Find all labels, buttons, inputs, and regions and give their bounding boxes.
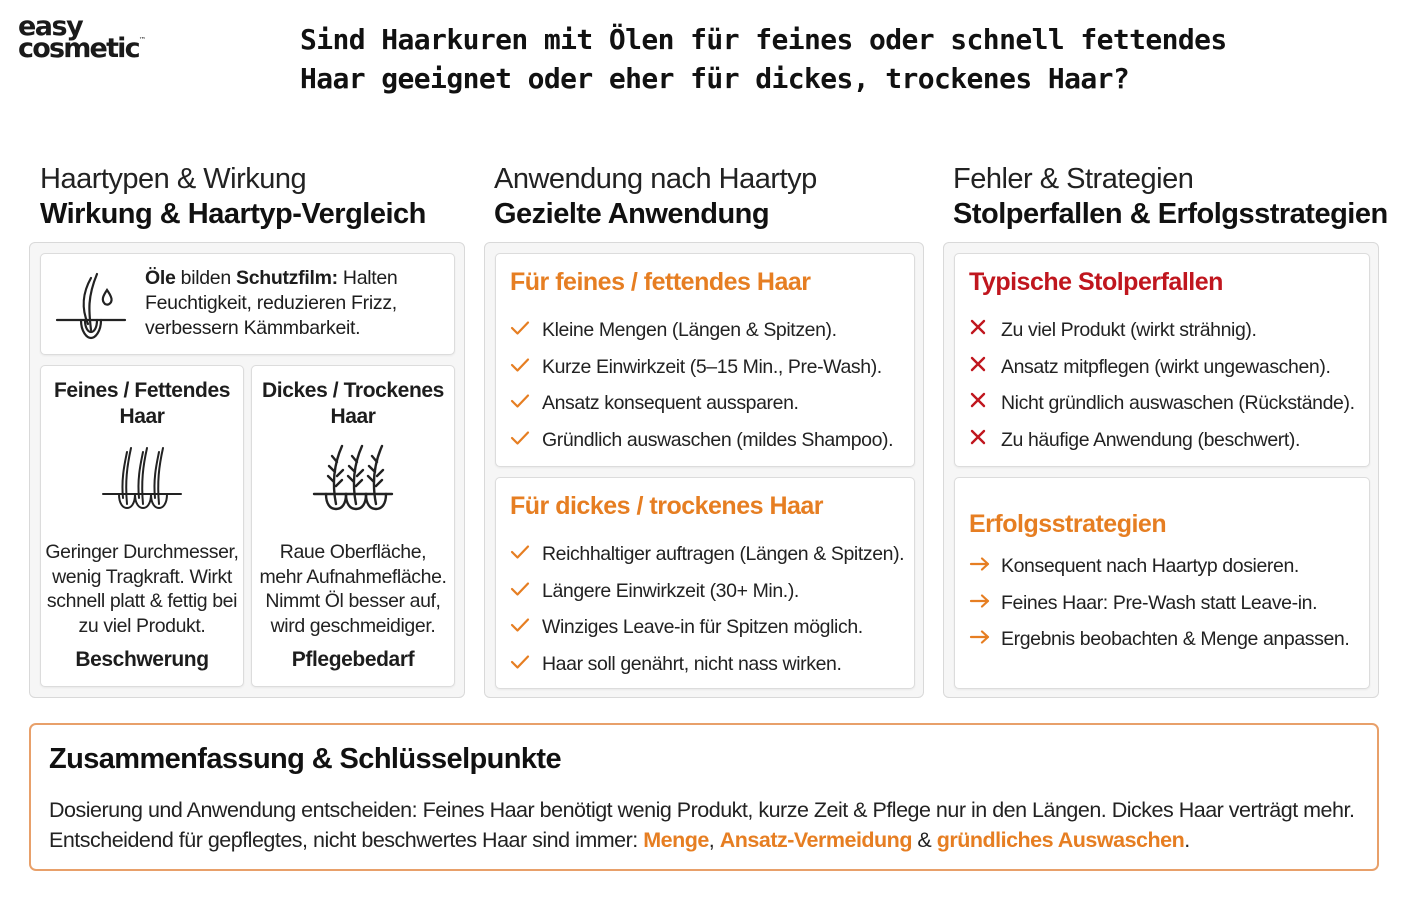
column-title: Gezielte Anwendung (494, 198, 770, 230)
column-subtitle: Anwendung nach Haartyp (494, 163, 817, 195)
strategies-title: Erfolgsstrategien (969, 510, 1167, 538)
logo-line-1: easy (18, 11, 83, 42)
list-item: Ergebnis beobachten & Menge anpassen. (969, 621, 1361, 658)
check-icon (510, 385, 542, 422)
thick-hair-keyword: Pflegebedarf (291, 648, 415, 671)
page-title-line-2: Haar geeignet oder eher für dickes, trockenes Haar? (300, 62, 1130, 95)
list-item: Längere Einwirkzeit (30+ Min.). (510, 573, 906, 610)
highlight-thorough-rinse: gründliches Auswaschen (936, 828, 1185, 852)
apply-thick-title: Für dickes / trockenes Haar (510, 492, 824, 520)
summary-title: Zusammenfassung & Schlüsselpunkte (49, 743, 561, 775)
thick-hair-description: Raue Oberfläche, mehr Aufnahmefläche. Nimmt Öl besser auf, wird geschmeidiger. (259, 541, 447, 637)
column-header-3 (953, 162, 1388, 232)
summary-box (29, 723, 1379, 871)
strategies-card (954, 477, 1370, 689)
fine-hair-description: Geringer Durchmesser, wenig Tragkraft. Wirkt schnell platt & fettig bei zu viel Produkt. (45, 541, 239, 637)
column-header-2 (494, 162, 817, 232)
list-item: Feines Haar: Pre-Wash statt Leave-in. (969, 585, 1361, 622)
check-icon (510, 536, 542, 573)
list-item: Gründlich auswaschen (mildes Shampoo). (510, 422, 906, 459)
pitfalls-list (969, 312, 1361, 459)
arrow-right-icon (969, 621, 1001, 658)
apply-thick-list (510, 536, 906, 683)
list-item: Zu viel Produkt (wirkt strähnig). (969, 312, 1361, 349)
apply-fine-card (495, 253, 915, 467)
highlight-amount: Menge (643, 828, 709, 852)
oil-info-card (40, 253, 455, 355)
list-item: Kurze Einwirkzeit (5–15 Min., Pre-Wash). (510, 349, 906, 386)
check-icon (510, 349, 542, 386)
cross-icon (969, 422, 1001, 459)
thick-hair-card (251, 365, 455, 687)
list-item: Ansatz konsequent aussparen. (510, 385, 906, 422)
column-subtitle: Haartypen & Wirkung (40, 163, 307, 195)
summary-text: Dosierung und Anwendung entscheiden: Feines Haar benötigt wenig Produkt, kurze Zeit & Pflege nur in den Längen. Dickes Haar verträgt mehr. Entscheidend für gepflegtes, nicht beschwertes Haar sind immer: Menge, Ansatz-Vermeidung & gründliches Auswaschen. (49, 798, 1355, 852)
apply-fine-title: Für feines / fettendes Haar (510, 268, 811, 296)
cross-icon (969, 312, 1001, 349)
list-item: Winziges Leave-in für Spitzen möglich. (510, 609, 906, 646)
thick-hair-icon (308, 442, 398, 516)
list-item: Kleine Mengen (Längen & Spitzen). (510, 312, 906, 349)
page-title-line-1: Sind Haarkuren mit Ölen für feines oder schnell fettendes (300, 23, 1227, 56)
apply-thick-card (495, 477, 915, 689)
cross-icon (969, 385, 1001, 422)
fine-hair-card (40, 365, 244, 687)
pitfalls-title: Typische Stolperfallen (969, 268, 1223, 296)
check-icon (510, 646, 542, 683)
highlight-root-avoidance: Ansatz-Vermeidung (719, 828, 912, 852)
fine-hair-keyword: Beschwerung (75, 648, 209, 671)
check-icon (510, 573, 542, 610)
cross-icon (969, 349, 1001, 386)
list-item: Nicht gründlich auswaschen (Rückstände). (969, 385, 1361, 422)
page-title (300, 20, 1300, 98)
arrow-right-icon (969, 548, 1001, 585)
oil-info-text: Öle bilden Schutzfilm: Halten Feuchtigkeit, reduzieren Frizz, verbessern Kämmbarkeit. (145, 267, 398, 339)
panel-application (484, 242, 924, 698)
hair-follicle-drop-icon (55, 268, 127, 342)
thick-hair-title: Dickes / Trockenes Haar (262, 379, 444, 428)
check-icon (510, 312, 542, 349)
check-icon (510, 422, 542, 459)
list-item: Zu häufige Anwendung (beschwert). (969, 422, 1361, 459)
column-title: Stolperfallen & Erfolgsstrategien (953, 198, 1388, 230)
fine-hair-title: Feines / Fettendes Haar (53, 379, 231, 428)
column-subtitle: Fehler & Strategien (953, 163, 1194, 195)
list-item: Reichhaltiger auftragen (Längen & Spitzen). (510, 536, 906, 573)
panel-hair-types (29, 242, 465, 698)
column-title: Wirkung & Haartyp-Vergleich (40, 198, 426, 230)
apply-fine-list (510, 312, 906, 459)
logo-line-2: cosmetic™ (18, 33, 146, 65)
list-item: Haar soll genährt, nicht nass wirken. (510, 646, 906, 683)
panel-strategies (943, 242, 1379, 698)
strategies-list (969, 548, 1361, 658)
fine-hair-icon (97, 442, 187, 516)
check-icon (510, 609, 542, 646)
column-header-1 (40, 162, 426, 232)
arrow-right-icon (969, 585, 1001, 622)
brand-logo (18, 11, 146, 65)
pitfalls-card (954, 253, 1370, 467)
list-item: Konsequent nach Haartyp dosieren. (969, 548, 1361, 585)
list-item: Ansatz mitpflegen (wirkt ungewaschen). (969, 349, 1361, 386)
